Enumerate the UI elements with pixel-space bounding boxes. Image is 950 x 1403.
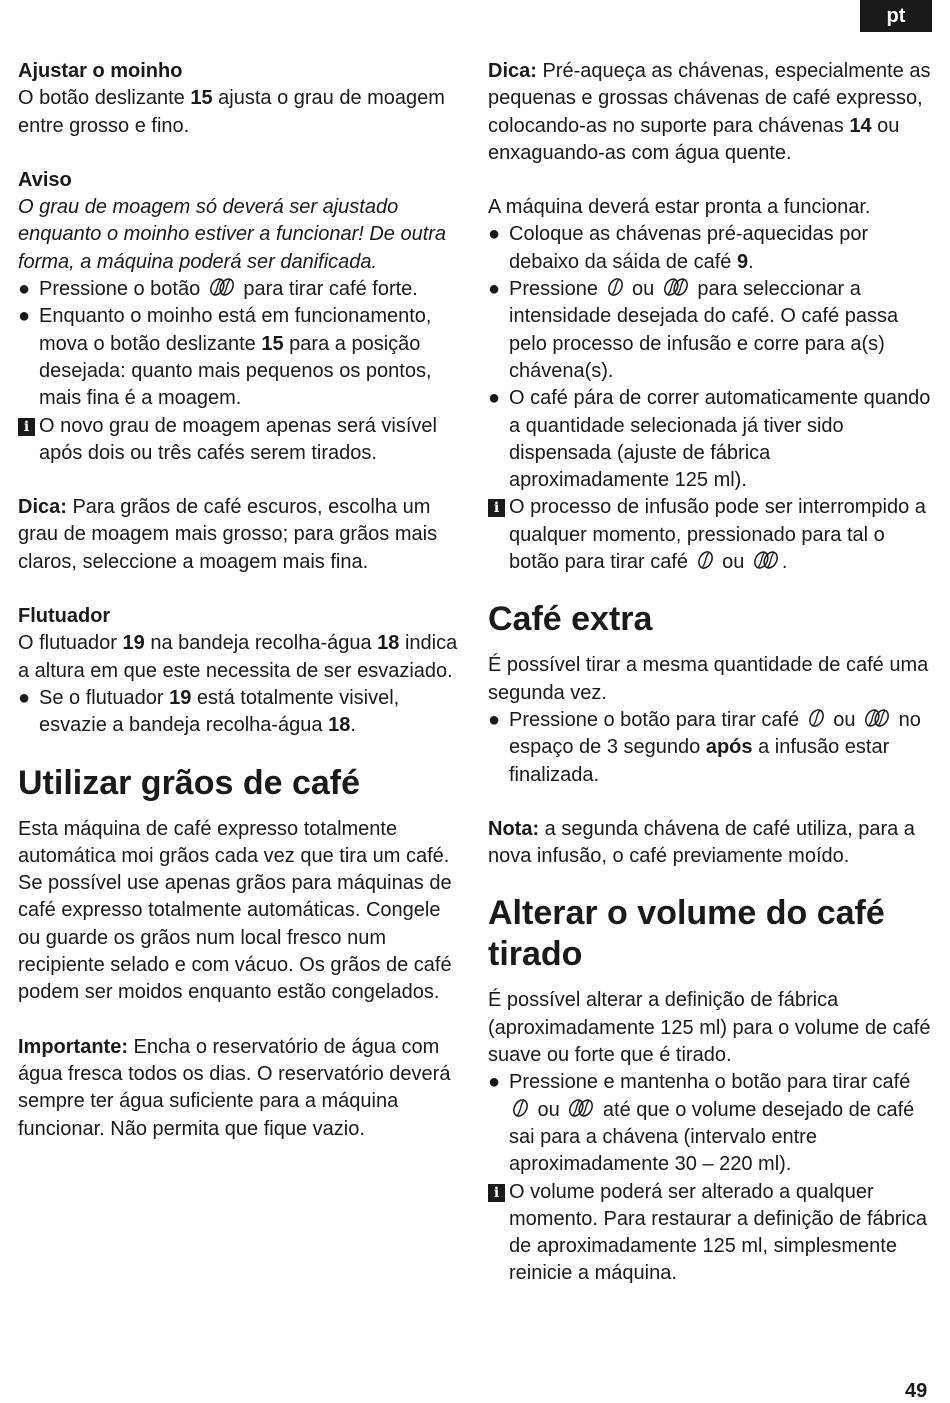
left-column [18, 58, 458, 1143]
change-volume-paragraph: É possível alterar a definição de fábrica (aproximadamente 125 ml) para o volume de café suave ou forte que é tirado. [488, 989, 931, 1067]
machine-ready-text: A máquina deverá estar pronta a funcionar. [488, 196, 871, 219]
single-bean-icon [511, 1097, 530, 1119]
bullet-empty-tray: ● Se o flutuador 19 está totalmente visivel, esvazie a bandeja recolha-água 18. [18, 686, 400, 737]
heading-extra-coffee: Café extra [488, 600, 653, 639]
bullet-move-slider: ● Enquanto o moinho está em funcionamento, mova o botão deslizante 15 para a posição desejada: quanto mais pequenos os pontos, mais fina é a moagem. [18, 305, 432, 410]
right-column [488, 58, 933, 1288]
bullet-hold-button: ● Pressione e mantenha o botão para tirar café ou até que o volume desejado de café sai para a chávena (intervalo entre aproximadamente 30 – 220 ml). [488, 1071, 915, 1176]
important-paragraph: Importante: Encha o reservatório de água com água fresca todos os dias. O reservatório deverá sempre ter água suficiente para a máquina funcionar. Não permita que fique vazio. [18, 1035, 451, 1140]
single-bean-icon [807, 707, 826, 729]
tip-dark-beans: Dica: Para grãos de café escuros, escolha um grau de moagem mais grosso; para grãos mais claros, seleccione a moagem mais fina. [18, 496, 438, 573]
tip-preheat: Dica: Pré-aqueça as chávenas, especialmente as pequenas e grossas chávenas de café expresso, colocando-as no suporte para chávenas 14 ou enxaguando-as com água quente. [488, 60, 931, 164]
double-bean-icon [208, 276, 236, 298]
note-paragraph: Nota: a segunda chávena de café utiliza, para a nova infusão, o café previamente moído. [488, 817, 915, 868]
bullet-select-strength: ● Pressione ou para seleccionar a intensidade desejada do café. O café passa pelo processo de infusão e corre para a(s) chávena(s). [488, 278, 899, 382]
float-paragraph: O flutuador 19 na bandeja recolha-água 18 indica a altura em que este necessita de ser esvaziado. [18, 632, 458, 682]
heading-use-beans: Utilizar grãos de café [18, 763, 361, 802]
page-number: 49 [905, 1380, 928, 1402]
double-bean-icon [567, 1097, 595, 1119]
double-bean-icon [863, 707, 891, 729]
single-bean-icon [696, 549, 715, 571]
info-icon: i [488, 499, 505, 517]
double-bean-icon [752, 549, 780, 571]
bullet-auto-stop: ● O café pára de correr automaticamente quando a quantidade selecionada já tiver sido dispensada (ajuste de fábrica aproximadamente 125 ml). [488, 387, 931, 492]
info-icon: i [488, 1184, 505, 1202]
info-grind-visible: i O novo grau de moagem apenas será visível após dois ou três cafés serem tirados. [18, 413, 458, 468]
bullet-place-cups: ● Coloque as chávenas pré-aquecidas por debaixo da sáida de café 9. [488, 223, 869, 273]
extra-coffee-paragraph: É possível tirar a mesma quantidade de café uma segunda vez. [488, 654, 929, 704]
info-restore-default: i O volume poderá ser alterado a qualquer momento. Para restaurar a definição de fábrica de aproximadamente 125 ml, simplesmente reinicie a máquina. [488, 1179, 933, 1288]
info-interrupt: i O processo de infusão pode ser interrompido a qualquer momento, pressionado para tal o botão para tirar café ou . [488, 494, 933, 576]
single-bean-icon [606, 276, 625, 298]
heading-change-volume: Alterar o volume do café tirado [488, 894, 885, 974]
section-heading-grinder: Ajustar o moinho [18, 60, 183, 82]
float-heading: Flutuador [18, 605, 111, 628]
warning-text: O grau de moagem só deverá ser ajustado enquanto o moinho estiver a funcionar! De outra forma, a máquina poderá ser danificada. [18, 196, 447, 273]
bullet-strong-coffee: ● Pressione o botão para tirar café forte. [18, 278, 418, 301]
language-tab: pt [860, 0, 932, 32]
use-beans-paragraph: Esta máquina de café expresso totalmente automática moi grãos cada vez que tira um café. Se possível use apenas grãos para máquinas de café expresso totalmente automáticas. Congele ou guarde os grãos num local fresco num recipiente selado e com vácuo. Os grãos de café podem ser moidos enquanto estão congelados. [18, 817, 452, 1004]
info-icon: i [18, 418, 35, 436]
grinder-paragraph: O botão deslizante 15 ajusta o grau de moagem entre grosso e fino. [18, 87, 445, 137]
bullet-extra-press: ● Pressione o botão para tirar café ou no espaço de 3 segundo após a infusão estar finalizada. [488, 708, 921, 786]
warning-heading: Aviso [18, 168, 72, 191]
double-bean-icon [662, 276, 690, 298]
